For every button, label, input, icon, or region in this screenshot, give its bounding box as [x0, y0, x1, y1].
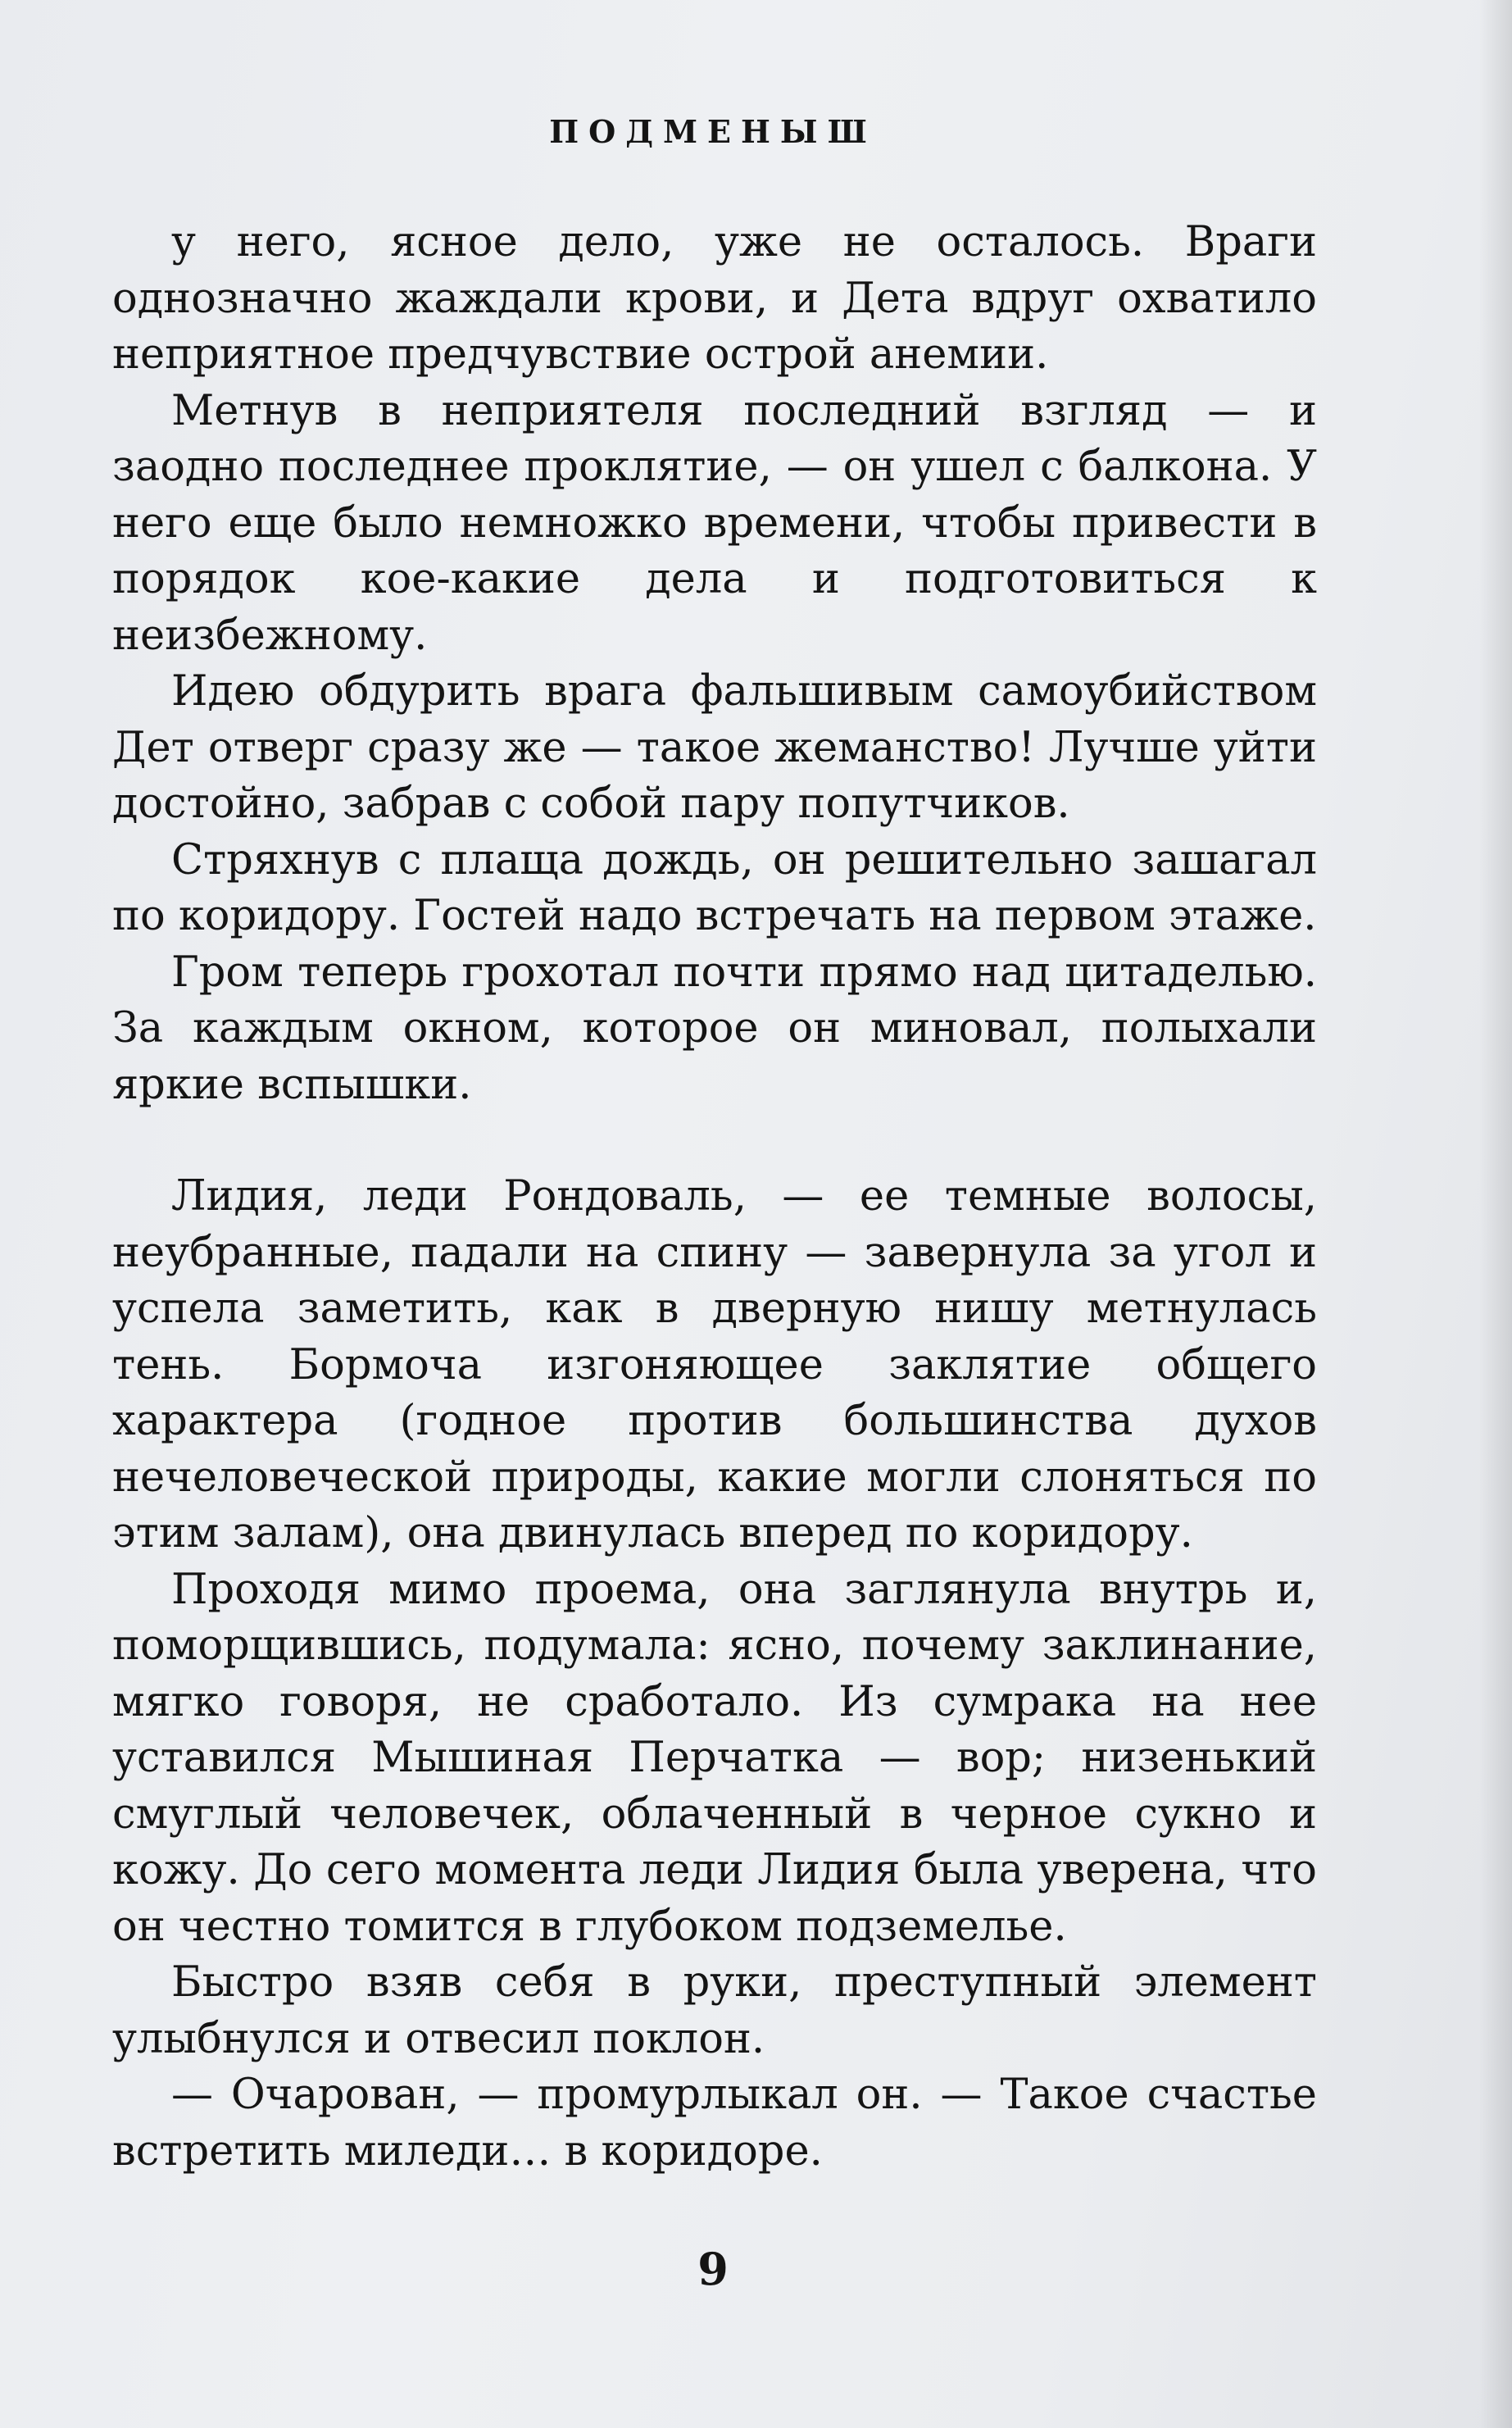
paragraph: — Очарован, — промурлыкал он. — Такое счастье встретить миледи… в коридоре.	[112, 2071, 1317, 2176]
paragraph: Метнув в неприятеля последний взгляд — и заодно последнее проклятие, — он ушел с балкона. У него еще было немножко времени, чтобы привести в порядок кое-какие дела и подготовиться к неизбежному.	[112, 386, 1317, 660]
paragraph: Проходя мимо проема, она заглянула внутрь и, поморщившись, подумала: ясно, почему заклинание, мягко говоря, не сработало. Из сумрака на нее уставился Мышиная Перчатка — вор; низенький смуглый человечек, облаченный в черное сукно и кожу. До сего момента леди Лидия была уверена, что он честно томится в глубоком подземелье.	[112, 1565, 1317, 1951]
page-number: 9	[697, 2243, 729, 2295]
body-text	[112, 215, 1317, 2180]
paragraph: Быстро взяв себя в руки, преступный элемент улыбнулся и отвесил поклон.	[112, 1958, 1317, 2063]
paragraph: Лидия, леди Рондоваль, — ее темные волосы, неубранные, падали на спину — завернула за угол и успела заметить, как в дверную нишу метнулась тень. Бормоча изгоняющее заклятие общего характера (годное против большинства духов нечеловеческой природы, какие могли слоняться по этим залам), она двинулась вперед по коридору.	[112, 1172, 1317, 1557]
paragraph: у него, ясное дело, уже не осталось. Враги однозначно жаждали крови, и Дета вдруг охватило неприятное предчувствие острой анемии.	[112, 218, 1317, 379]
paragraph: Идею обдурить врага фальшивым самоубийством Дет отверг сразу же — такое жеманство! Лучше уйти достойно, забрав с собой пару попутчиков.	[112, 667, 1317, 828]
paragraph: Стряхнув с плаща дождь, он решительно зашагал по коридору. Гостей надо встречать на первом этаже.	[112, 835, 1317, 940]
paragraph: Гром теперь грохотал почти прямо над цитаделью. За каждым окном, которое он миновал, полыхали яркие вспышки.	[112, 948, 1317, 1109]
running-title: ПОДМЕНЫШ	[549, 113, 877, 150]
